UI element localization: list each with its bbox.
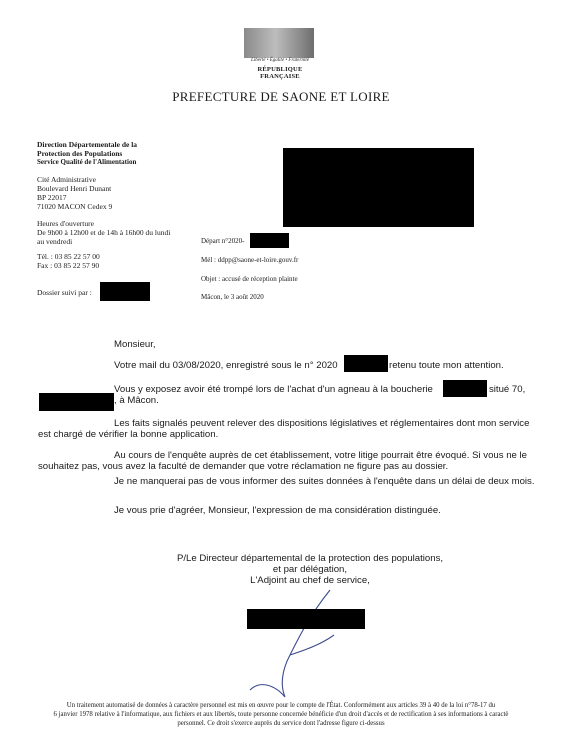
footer-line1: Un traitement automatisé de données à caractère personnel est mis en œuvre pour le compte de l'État. Conformément aux articles 39 à 40 de la loi n°78-17 du xyxy=(66,702,496,709)
paragraph-2c: , à Mâcon. xyxy=(114,395,159,406)
paragraph-3b: est chargé de vérifier la bonne application. xyxy=(38,429,219,440)
telephone: Tél. : 03 85 22 57 00 xyxy=(37,252,100,261)
paragraph-4a: Au cours de l'enquête auprès de cet établissement, votre litige pourrait être évoqué. Si vous ne le xyxy=(114,450,528,461)
sender-line1: Direction Départementale de la xyxy=(37,140,138,149)
footer-line2: 6 janvier 1978 relative à l'informatique, aux fichiers et aux libertés, toute personne concernée bénéficie d'un droit d'accès et de rectification à ses informations à caractè xyxy=(53,711,509,718)
paragraph-4b: souhaitez pas, vous avez la faculté de demander que votre réclamation ne figure pas au dossier. xyxy=(38,461,449,472)
redacted-agent xyxy=(100,282,150,301)
redacted-signatory xyxy=(247,609,365,629)
address-line1: Cité Administrative xyxy=(37,175,96,184)
object: Objet : accusé de réception plainte xyxy=(201,275,298,283)
hours-line1: De 9h00 à 12h00 et de 14h à 16h00 du lundi xyxy=(37,228,171,237)
paragraph-3a: Les faits signalés peuvent relever des dispositions législatives et réglementaires dont mon service xyxy=(114,418,530,429)
logo-motto: Liberté • Égalité • Fraternité xyxy=(251,58,309,63)
hours-label: Heures d'ouverture xyxy=(37,219,94,228)
paragraph-2b: situé 70, xyxy=(489,384,526,395)
redacted-file-number xyxy=(344,355,388,372)
paragraph-6: Je vous prie d'agréer, Monsieur, l'expression de ma considération distinguée. xyxy=(114,505,441,516)
address-line2: Boulevard Henri Dunant xyxy=(37,184,112,193)
fax: Fax : 03 85 22 57 90 xyxy=(37,261,100,270)
address-line4: 71020 MACON Cedex 9 xyxy=(37,202,113,211)
salutation: Monsieur, xyxy=(114,339,156,350)
footer xyxy=(0,701,562,728)
footer-line3: personnel. Ce droit s'exerce auprès du service dont l'adresse figure ci-dessus xyxy=(177,720,385,727)
paragraph-1b: retenu toute mon attention. xyxy=(389,360,504,371)
address-line3: BP 22017 xyxy=(37,193,67,202)
handwritten-signature xyxy=(230,585,340,705)
hours-line2: au vendredi xyxy=(37,237,73,246)
logo-republic: RÉPUBLIQUE FRANÇAISE xyxy=(257,66,303,80)
paragraph-5: Je ne manquerai pas de vous informer des suites données à l'enquête dans un délai de deux mois. xyxy=(114,476,535,487)
signature-line3: L'Adjoint au chef de service, xyxy=(250,575,370,586)
signature-line2: et par délégation, xyxy=(272,564,348,575)
paragraph-1a: Votre mail du 03/08/2020, enregistré sous le n° 2020 xyxy=(114,360,338,371)
redacted-street xyxy=(39,393,114,411)
prefecture-title: PREFECTURE DE SAONE ET LOIRE xyxy=(172,89,390,104)
redacted-recipient xyxy=(283,148,474,227)
paragraph-2a: Vous y exposez avoir été trompé lors de l'achat d'un agneau à la boucherie xyxy=(114,384,433,395)
redacted-shop-name xyxy=(443,380,487,397)
sender-line2: Protection des Populations xyxy=(37,149,123,158)
sender-line3: Service Qualité de l'Alimentation xyxy=(37,158,137,166)
depart-number: Départ n°2020- xyxy=(201,237,245,245)
marianne-logo xyxy=(244,28,314,58)
signature-block xyxy=(165,553,455,586)
sender-block xyxy=(37,140,197,270)
signature-line1: P/Le Directeur départemental de la protection des populations, xyxy=(176,553,444,564)
redacted-depart xyxy=(250,233,289,248)
email: Mél : ddpp@saone-et-loire.gouv.fr xyxy=(201,256,299,264)
followed-by-label: Dossier suivi par : xyxy=(37,288,92,297)
letter-date: Mâcon, le 3 août 2020 xyxy=(201,293,264,301)
